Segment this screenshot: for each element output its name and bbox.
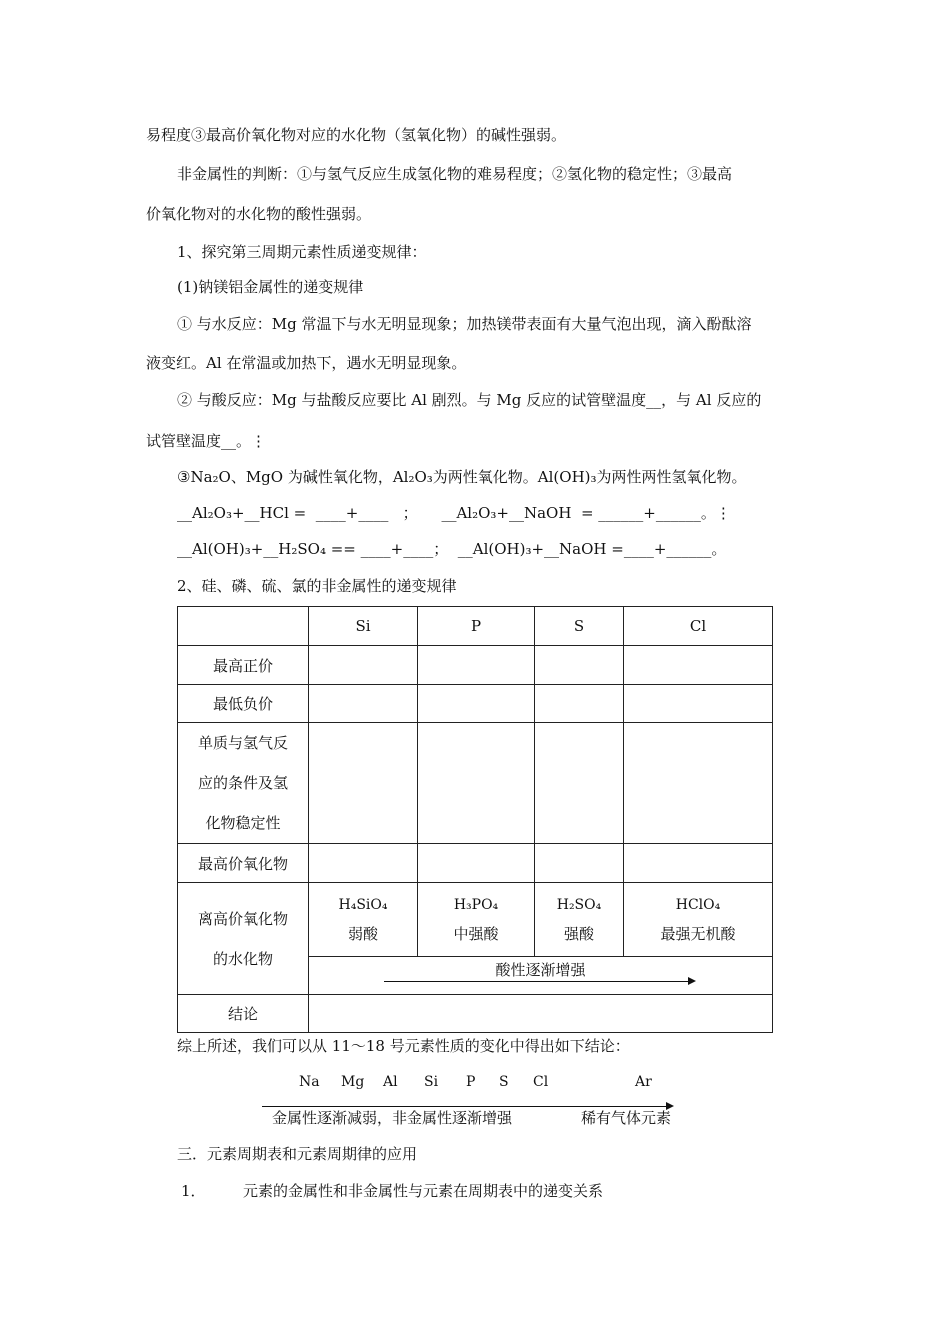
- table-cell: [624, 685, 773, 723]
- col-header-si: Si: [309, 607, 418, 646]
- acid-cell: [418, 883, 535, 957]
- element-symbol: Cl: [533, 1074, 549, 1090]
- subheading: (1)钠镁铝金属性的递变规律: [177, 278, 364, 296]
- row-label-highest-oxide: 最高价氧化物: [178, 844, 309, 883]
- element-symbol: P: [466, 1074, 476, 1090]
- table-cell: [624, 646, 773, 685]
- acid-formula: H₄SiO₄: [338, 896, 388, 913]
- element-property-table: [177, 606, 773, 1033]
- acid-strength: 中强酸: [453, 924, 499, 943]
- table-cell: [418, 685, 535, 723]
- text-line: 价氧化物对的水化物的酸性强弱。: [146, 205, 372, 223]
- row-label-line: 化物稳定性: [205, 814, 281, 832]
- col-header-cl: Cl: [624, 607, 773, 646]
- table-cell: [624, 844, 773, 883]
- acid-cell: [309, 883, 418, 957]
- conclusion-cell: [309, 995, 773, 1033]
- acid-cell: [535, 883, 624, 957]
- trend-label: 金属性逐渐减弱，非金属性逐渐增强: [272, 1109, 513, 1127]
- acid-cell: [624, 883, 773, 957]
- table-cell: [418, 844, 535, 883]
- acid-formula: H₃PO₄: [453, 896, 499, 913]
- table-cell: [418, 646, 535, 685]
- row-label-line: 的水化物: [212, 949, 273, 968]
- table-corner-cell: [178, 607, 309, 646]
- col-header-p: P: [418, 607, 535, 646]
- item-text: 元素的金属性和非金属性与元素在周期表中的递变关系: [243, 1182, 604, 1200]
- equation-line: __Al₂O₃+__HCl = ____+____ ； __Al₂O₃+__NaOH = ______+______。⋮: [177, 504, 731, 522]
- table-cell: [535, 646, 624, 685]
- text-line: 非金属性的判断：①与氢气反应生成氢化物的难易程度；②氢化物的稳定性；③最高: [177, 165, 733, 183]
- element-symbol: Ar: [635, 1074, 652, 1090]
- noble-gas-label: 稀有气体元素: [581, 1109, 672, 1127]
- table-cell: [309, 685, 418, 723]
- trend-arrow: [262, 1106, 672, 1107]
- summary-line: 综上所述，我们可以从 11～18 号元素性质的变化中得出如下结论：: [177, 1037, 630, 1055]
- element-symbol: Mg: [341, 1074, 365, 1090]
- row-label-min-valence: 最低负价: [178, 685, 309, 723]
- table-cell: [418, 723, 535, 844]
- section-heading: 三．元素周期表和元素周期律的应用: [177, 1145, 418, 1163]
- row-label-hydrogen-reaction: [178, 723, 309, 844]
- acidity-trend-arrow: [384, 981, 694, 982]
- acid-strength: 强酸: [563, 924, 594, 943]
- row-label-line: 应的条件及氢: [197, 774, 288, 792]
- element-symbol: S: [499, 1074, 509, 1090]
- table-cell: [309, 646, 418, 685]
- text-line: 试管壁温度__。⋮: [146, 432, 267, 450]
- text-line: ② 与酸反应：Mg 与盐酸反应要比 Al 剧烈。与 Mg 反应的试管壁温度__，与 Al 反应的: [177, 391, 762, 409]
- table-cell: [535, 844, 624, 883]
- acidity-trend-label: 酸性逐渐增强: [495, 961, 586, 979]
- col-header-s: S: [535, 607, 624, 646]
- text-line: ③Na₂O、MgO 为碱性氧化物，Al₂O₃为两性氧化物。Al(OH)₃为两性两性氢氧化物。: [177, 468, 747, 486]
- item-number: 1．: [181, 1182, 206, 1200]
- acid-strength: 弱酸: [347, 924, 378, 943]
- element-symbol: Si: [424, 1074, 439, 1090]
- row-label-conclusion: 结论: [178, 995, 309, 1033]
- acid-strength: 最强无机酸: [660, 924, 736, 943]
- heading: 1、探究第三周期元素性质递变规律：: [177, 243, 427, 261]
- element-symbol: Na: [299, 1074, 320, 1090]
- text-line: 易程度③最高价氧化物对应的水化物（氢氧化物）的碱性强弱。: [146, 126, 567, 144]
- table-cell: [535, 685, 624, 723]
- acid-formula: H₂SO₄: [556, 896, 602, 913]
- equation-line: __Al(OH)₃+__H₂SO₄ == ____+____； __Al(OH)₃+__NaOH =____+______。: [177, 540, 727, 558]
- acid-formula: HClO₄: [675, 896, 721, 913]
- heading: 2、硅、磷、硫、氯的非金属性的递变规律: [177, 577, 457, 595]
- acidity-trend-cell: [309, 957, 773, 995]
- row-label-line: 单质与氢气反: [197, 734, 288, 752]
- element-symbol: Al: [383, 1074, 398, 1090]
- text-line: ① 与水反应：Mg 常温下与水无明显现象；加热镁带表面有大量气泡出现，滴入酚酞溶: [177, 315, 752, 333]
- row-label-max-valence: 最高正价: [178, 646, 309, 685]
- table-cell: [309, 723, 418, 844]
- row-label-line: 离高价氧化物: [197, 909, 288, 928]
- row-label-oxide-hydrate: [178, 883, 309, 995]
- table-cell: [624, 723, 773, 844]
- table-cell: [535, 723, 624, 844]
- table-cell: [309, 844, 418, 883]
- text-line: 液变红。Al 在常温或加热下，遇水无明显现象。: [146, 354, 467, 372]
